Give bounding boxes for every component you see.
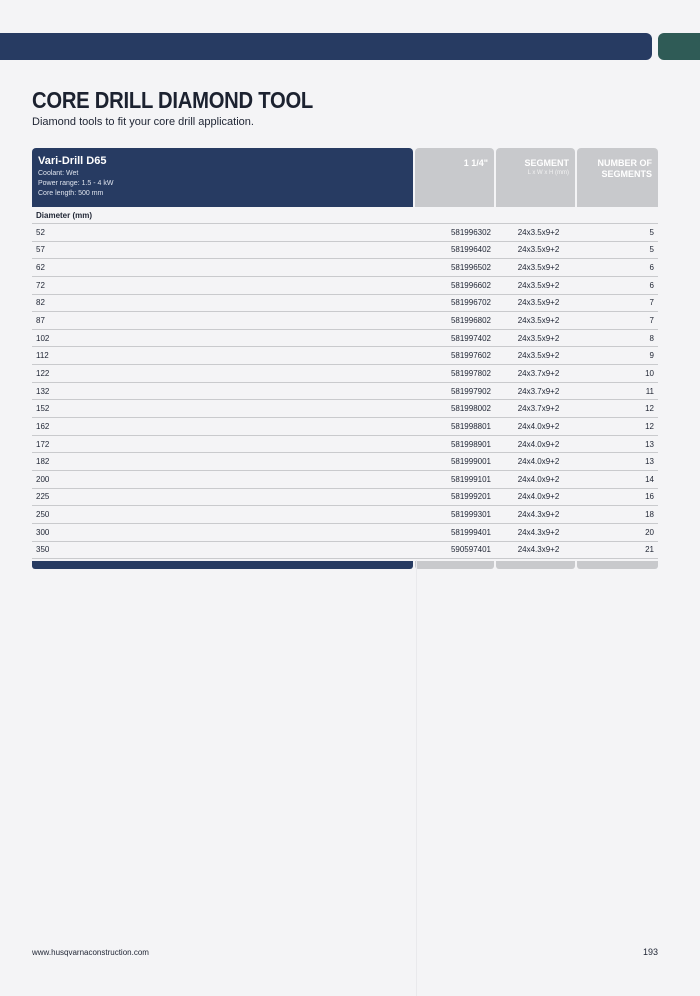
article-code-cell: 581996302 bbox=[450, 227, 491, 237]
column-segment-label: SEGMENT bbox=[524, 158, 569, 168]
segment-size-cell: 24x4.3x9+2 bbox=[517, 527, 560, 537]
segment-size-cell: 24x3.5x9+2 bbox=[517, 227, 560, 237]
table-row bbox=[32, 489, 658, 507]
diameter-cell: 200 bbox=[36, 474, 50, 484]
page-fold-line bbox=[416, 560, 417, 996]
column-header-segment bbox=[496, 148, 575, 207]
segment-size-cell: 24x3.7x9+2 bbox=[517, 368, 560, 378]
article-code-cell: 581999301 bbox=[450, 510, 491, 520]
segment-count-cell: 20 bbox=[645, 527, 654, 537]
article-code-cell: 581996802 bbox=[450, 316, 491, 326]
table-row bbox=[32, 242, 658, 260]
segment-size-cell: 24x4.0x9+2 bbox=[517, 457, 560, 467]
table-row bbox=[32, 383, 658, 401]
segment-count-cell: 21 bbox=[645, 545, 654, 555]
table-row bbox=[32, 418, 658, 436]
table-row bbox=[32, 330, 658, 348]
segment-size-cell: 24x4.0x9+2 bbox=[517, 439, 560, 449]
spec-coolant: Coolant: Wet bbox=[38, 170, 79, 177]
diameter-cell: 112 bbox=[36, 351, 49, 361]
table-footer-bar bbox=[32, 561, 658, 569]
segment-count-cell: 6 bbox=[649, 280, 654, 290]
table-row bbox=[32, 453, 658, 471]
diameter-cell: 300 bbox=[36, 527, 50, 537]
table-row bbox=[32, 347, 658, 365]
diameter-cell: 182 bbox=[36, 457, 50, 467]
segment-size-cell: 24x4.3x9+2 bbox=[517, 545, 560, 555]
segment-count-cell: 5 bbox=[649, 227, 654, 237]
diameter-cell: 57 bbox=[36, 245, 45, 255]
table-footer-main bbox=[32, 561, 413, 569]
article-code-cell: 581998901 bbox=[450, 439, 491, 449]
page-number: 193 bbox=[642, 947, 658, 957]
article-code-cell: 581996702 bbox=[450, 298, 491, 308]
segment-count-cell: 12 bbox=[645, 404, 654, 414]
diameter-cell: 87 bbox=[36, 316, 45, 326]
page-subtitle: Diamond tools to fit your core drill application. bbox=[32, 116, 254, 128]
diameter-cell: 225 bbox=[36, 492, 50, 502]
segment-count-cell: 7 bbox=[649, 298, 654, 308]
article-code-cell: 581999401 bbox=[450, 527, 491, 537]
table-body bbox=[32, 208, 658, 559]
segment-size-cell: 24x4.3x9+2 bbox=[517, 510, 560, 520]
diameter-cell: 250 bbox=[36, 510, 50, 520]
article-code-cell: 581999201 bbox=[450, 492, 491, 502]
table-row bbox=[32, 471, 658, 489]
segment-size-cell: 24x3.5x9+2 bbox=[517, 280, 560, 290]
table-row bbox=[32, 277, 658, 295]
segment-size-cell: 24x3.5x9+2 bbox=[517, 316, 560, 326]
table-row bbox=[32, 224, 658, 242]
diameter-cell: 52 bbox=[36, 227, 45, 237]
article-code-cell: 581999101 bbox=[450, 474, 491, 484]
article-code-cell: 590597401 bbox=[450, 545, 491, 555]
segment-count-cell: 13 bbox=[645, 439, 654, 449]
article-code-cell: 581997602 bbox=[450, 351, 491, 361]
page-title: CORE DRILL DIAMOND TOOL bbox=[32, 87, 314, 113]
spec-power-range: Power range: 1.5 - 4 kW bbox=[38, 180, 114, 187]
article-code-cell: 581998801 bbox=[450, 421, 491, 431]
diameter-cell: 102 bbox=[36, 333, 50, 343]
table-row bbox=[32, 312, 658, 330]
article-code-cell: 581996402 bbox=[450, 245, 491, 255]
column-header-number-of-segments bbox=[577, 148, 658, 207]
diameter-cell: 62 bbox=[36, 263, 45, 273]
article-code-cell: 581996502 bbox=[450, 263, 491, 273]
segment-count-cell: 5 bbox=[649, 245, 654, 255]
table-row bbox=[32, 259, 658, 277]
column-code-label: 1 1/4" bbox=[463, 158, 488, 168]
segment-size-cell: 24x3.5x9+2 bbox=[517, 245, 560, 255]
segment-count-cell: 13 bbox=[645, 457, 654, 467]
column-header-code bbox=[415, 148, 494, 207]
product-table bbox=[32, 148, 658, 569]
segment-size-cell: 24x3.5x9+2 bbox=[517, 298, 560, 308]
column-num-label-line2: SEGMENTS bbox=[601, 169, 652, 179]
diameter-label: Diameter (mm) bbox=[36, 211, 93, 220]
diameter-cell: 72 bbox=[36, 280, 45, 290]
diameter-cell: 350 bbox=[36, 545, 50, 555]
table-footer-code bbox=[415, 561, 494, 569]
article-code-cell: 581998002 bbox=[450, 404, 491, 414]
segment-count-cell: 16 bbox=[645, 492, 654, 502]
article-code-cell: 581999001 bbox=[450, 457, 491, 467]
segment-size-cell: 24x4.0x9+2 bbox=[517, 421, 560, 431]
segment-count-cell: 8 bbox=[649, 333, 654, 343]
diameter-cell: 172 bbox=[36, 439, 50, 449]
product-header bbox=[32, 148, 413, 207]
segment-count-cell: 10 bbox=[645, 368, 654, 378]
diameter-cell: 152 bbox=[36, 404, 50, 414]
segment-size-cell: 24x3.5x9+2 bbox=[517, 351, 560, 361]
diameter-cell: 132 bbox=[36, 386, 50, 396]
top-banner-bar bbox=[0, 33, 652, 60]
diameter-cell: 162 bbox=[36, 421, 50, 431]
table-row bbox=[32, 400, 658, 418]
column-segment-sublabel: L x W x H (mm) bbox=[527, 170, 569, 176]
table-row bbox=[32, 506, 658, 524]
article-code-cell: 581997402 bbox=[450, 333, 491, 343]
column-num-label-line1: NUMBER OF bbox=[597, 158, 652, 168]
table-footer-num bbox=[577, 561, 658, 569]
diameter-cell: 82 bbox=[36, 298, 45, 308]
table-row bbox=[32, 542, 658, 560]
segment-size-cell: 24x4.0x9+2 bbox=[517, 474, 560, 484]
spec-core-length: Core length: 500 mm bbox=[38, 190, 104, 197]
segment-size-cell: 24x3.7x9+2 bbox=[517, 386, 560, 396]
article-code-cell: 581996602 bbox=[450, 280, 491, 290]
segment-size-cell: 24x4.0x9+2 bbox=[517, 492, 560, 502]
segment-count-cell: 12 bbox=[645, 421, 654, 431]
article-code-cell: 581997802 bbox=[450, 368, 491, 378]
table-row bbox=[32, 295, 658, 313]
product-model: Vari-Drill D65 bbox=[38, 155, 107, 167]
table-row bbox=[32, 524, 658, 542]
segment-count-cell: 7 bbox=[649, 316, 654, 326]
footer-url: www.husqvarnaconstruction.com bbox=[32, 948, 149, 957]
table-footer-segment bbox=[496, 561, 575, 569]
segment-count-cell: 11 bbox=[645, 386, 654, 396]
article-code-cell: 581997902 bbox=[450, 386, 491, 396]
segment-count-cell: 9 bbox=[649, 351, 654, 361]
segment-count-cell: 14 bbox=[645, 474, 654, 484]
table-row bbox=[32, 365, 658, 383]
segment-count-cell: 18 bbox=[645, 510, 654, 520]
diameter-header-row bbox=[32, 208, 658, 224]
segment-count-cell: 6 bbox=[649, 263, 654, 273]
segment-size-cell: 24x3.5x9+2 bbox=[517, 333, 560, 343]
segment-size-cell: 24x3.5x9+2 bbox=[517, 263, 560, 273]
top-accent-tab bbox=[658, 33, 700, 60]
diameter-cell: 122 bbox=[36, 368, 50, 378]
table-header bbox=[32, 148, 658, 208]
segment-size-cell: 24x3.7x9+2 bbox=[517, 404, 560, 414]
table-row bbox=[32, 436, 658, 454]
